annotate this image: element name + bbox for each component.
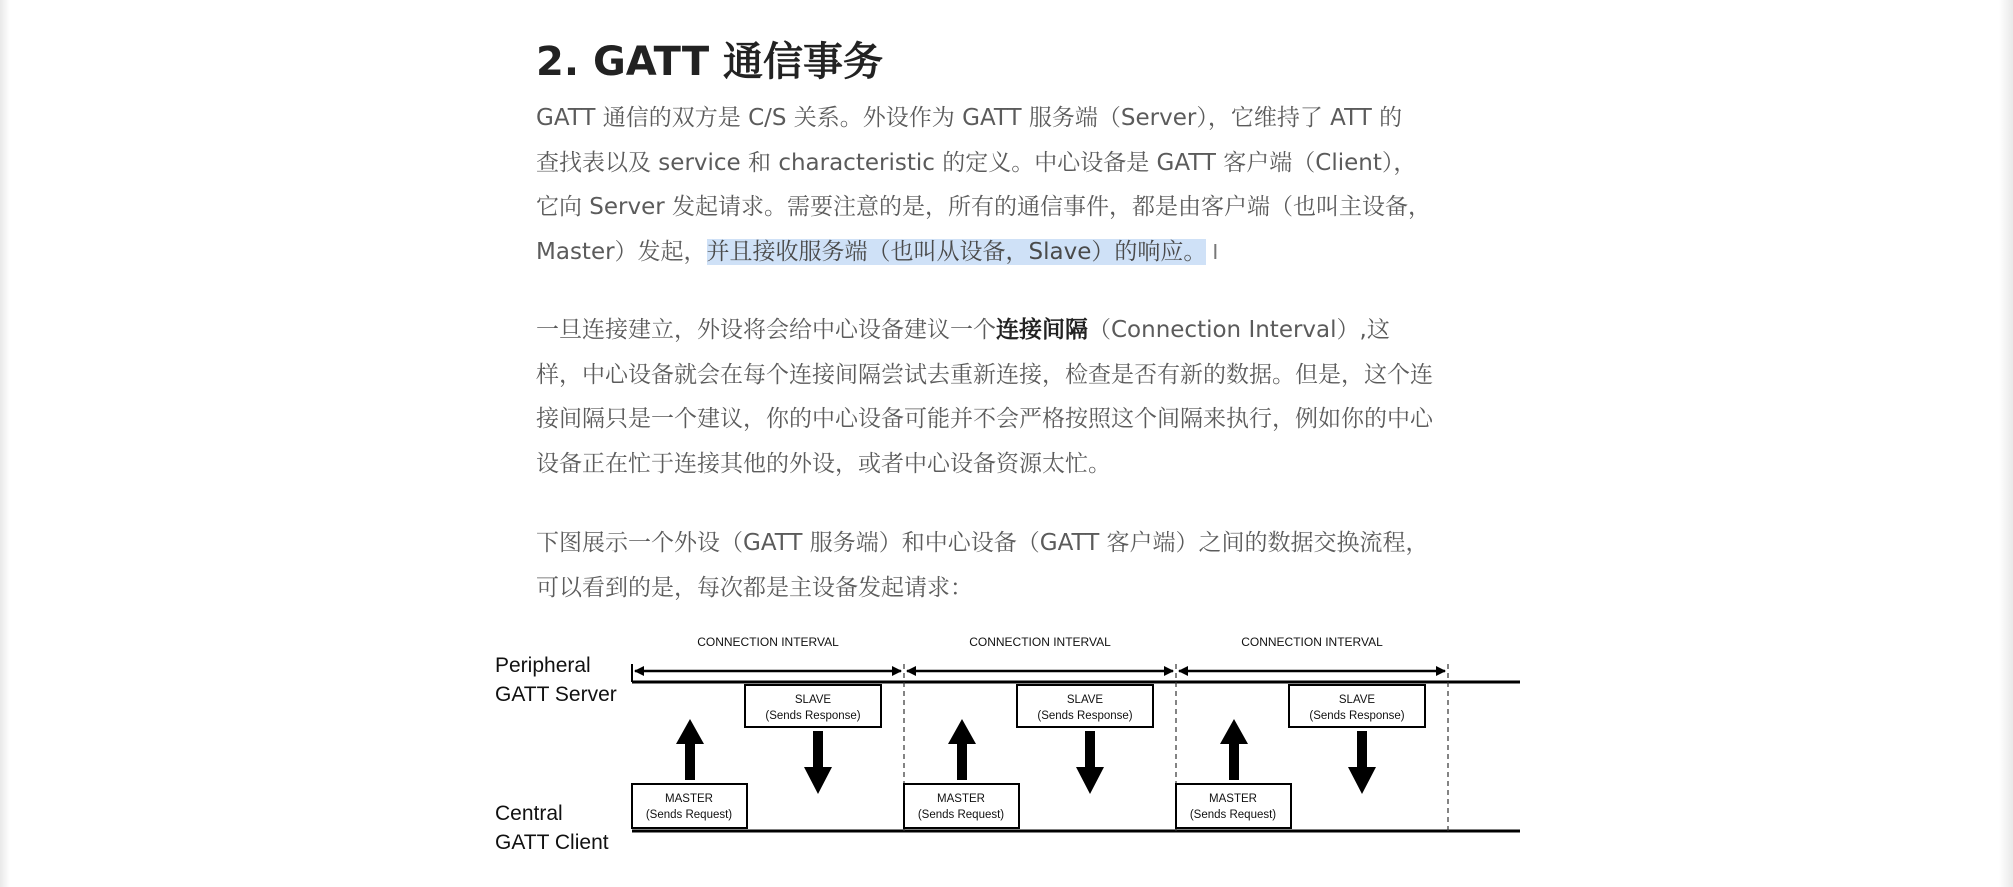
connection-interval-1 xyxy=(632,635,901,828)
response-down-arrow-icon xyxy=(1076,731,1104,794)
peripheral-label: Peripheral xyxy=(495,654,591,677)
request-up-arrow-icon xyxy=(948,719,976,780)
slave-box-title: SLAVE xyxy=(794,694,832,706)
slave-box-subtitle: (Sends Response) xyxy=(765,710,861,722)
text-line: 接间隔只是一个建议，你的中心设备可能并不会严格按照这个间隔来执行，例如你的中心 xyxy=(536,406,1433,432)
bold-term: 连接间隔 xyxy=(996,317,1088,343)
master-request-box xyxy=(1176,784,1291,828)
response-down-arrow-icon xyxy=(804,731,832,794)
master-box-subtitle: (Sends Request) xyxy=(917,809,1005,821)
connection-interval-2 xyxy=(904,635,1173,828)
paragraph-diagram-intro xyxy=(536,521,1476,610)
slave-box-title: SLAVE xyxy=(1066,694,1104,706)
peripheral-role-label: GATT Server xyxy=(495,683,617,706)
text-line: 样，中心设备就会在每个连接间隔尝试去重新连接，检查是否有新的数据。但是，这个连 xyxy=(536,361,1433,388)
section-heading: 2. GATT 通信事务 xyxy=(536,39,884,85)
text-cursor-icon: I xyxy=(1212,239,1219,264)
text-line: GATT 通信的双方是 C/S 关系。外设作为 GATT 服务端（Server），它维持了 ATT 的 xyxy=(536,105,1403,131)
master-box-title: MASTER xyxy=(665,793,713,805)
gatt-transaction-diagram xyxy=(490,624,1530,887)
connection-interval-3 xyxy=(1176,635,1445,828)
master-box-title: MASTER xyxy=(937,793,985,805)
central-label: Central xyxy=(495,802,563,825)
text-line: 查找表以及 service 和 characteristic 的定义。中心设备是 GATT 客户端（Client）， xyxy=(536,149,1417,176)
text-line xyxy=(536,230,1476,275)
slave-box-subtitle: (Sends Response) xyxy=(1309,710,1405,722)
text-line: 下图展示一个外设（GATT 服务端）和中心设备（GATT 客户端）之间的数据交换流程， xyxy=(536,530,1429,556)
slave-box-title: SLAVE xyxy=(1338,694,1376,706)
connection-interval-label: CONNECTION INTERVAL xyxy=(1241,635,1383,649)
request-up-arrow-icon xyxy=(1220,719,1248,780)
connection-interval-label: CONNECTION INTERVAL xyxy=(697,635,839,649)
page-edge-shadow-left xyxy=(0,0,10,887)
master-box-subtitle: (Sends Request) xyxy=(645,809,733,821)
text-line xyxy=(536,308,1476,353)
master-box-subtitle: (Sends Request) xyxy=(1189,809,1277,821)
master-request-box xyxy=(904,784,1019,828)
text-line: 它向 Server 发起请求。需要注意的是，所有的通信事件，都是由客户端（也叫主设备， xyxy=(536,194,1432,220)
response-down-arrow-icon xyxy=(1348,731,1376,794)
text-segment: 一旦连接建立，外设将会给中心设备建议一个 xyxy=(536,317,996,343)
text-segment: （Connection Interval）,这 xyxy=(1088,317,1390,343)
request-up-arrow-icon xyxy=(676,719,704,780)
paragraph-gatt-roles xyxy=(536,96,1476,274)
text-segment: Master）发起， xyxy=(536,238,707,265)
page-edge-shadow-right xyxy=(1999,0,2013,887)
master-request-box xyxy=(632,784,747,828)
paragraph-connection-interval xyxy=(536,308,1476,486)
slave-box-subtitle: (Sends Response) xyxy=(1037,710,1133,722)
selected-text-highlight[interactable]: 并且接收服务端（也叫从设备，Slave）的响应。 xyxy=(706,238,1207,265)
master-box-title: MASTER xyxy=(1209,793,1257,805)
text-line: 设备正在忙于连接其他的外设，或者中心设备资源太忙。 xyxy=(536,450,1111,477)
text-line: 可以看到的是，每次都是主设备发起请求： xyxy=(536,574,973,601)
connection-interval-label: CONNECTION INTERVAL xyxy=(969,635,1111,649)
central-role-label: GATT Client xyxy=(495,831,609,854)
